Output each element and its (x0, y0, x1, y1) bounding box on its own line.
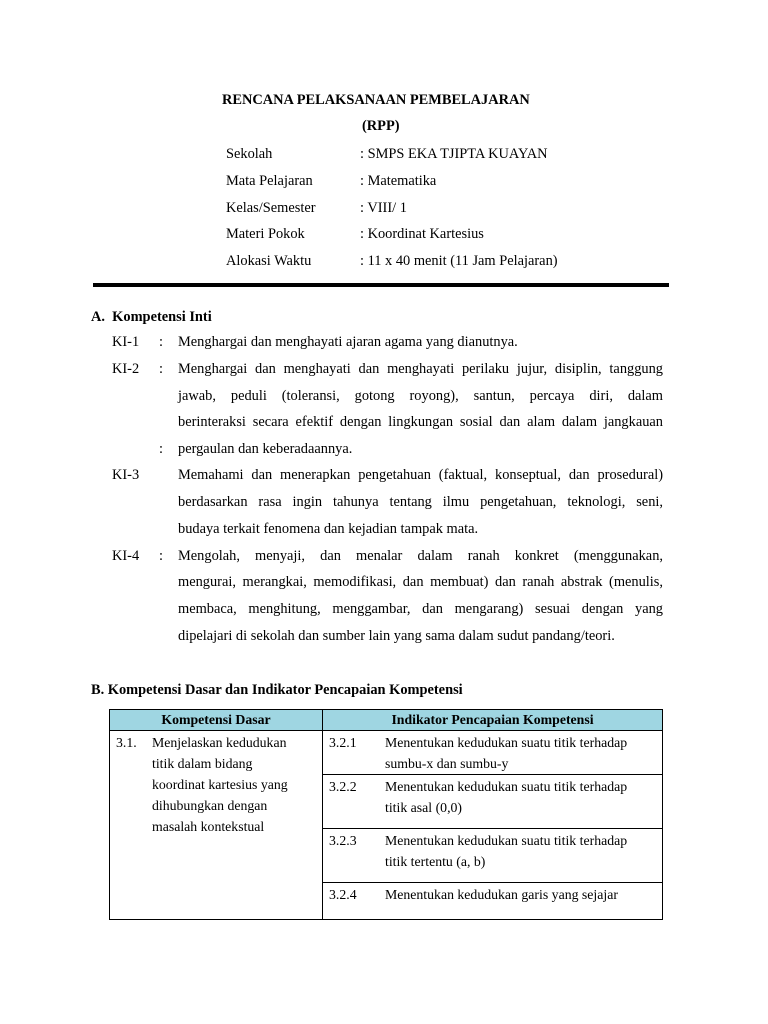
identity-label-alokasi: Alokasi Waktu (226, 253, 312, 269)
indicator-line: titik asal (0,0) (385, 800, 463, 815)
indicator-number: 3.2.2 (329, 779, 357, 794)
ki2-line-3: berinteraksi secara efektif dengan lingkungan sosial dan alam dalam jangkauan (178, 414, 663, 430)
indicator-line: Menentukan kedudukan suatu titik terhadap (385, 779, 628, 794)
indicator-text (385, 776, 662, 818)
identity-label-kelas: Kelas/Semester (226, 200, 316, 216)
ki2-line-4: pergaulan dan keberadaannya. (178, 441, 353, 457)
ki4-code: KI-4 (112, 548, 140, 564)
indicator-cell (323, 775, 663, 829)
indicator-line: Menentukan kedudukan suatu titik terhadap (385, 735, 628, 750)
ki1-colon: : (159, 334, 163, 350)
header-divider (93, 283, 669, 287)
identity-label-sekolah: Sekolah (226, 146, 273, 162)
indicator-cell (323, 883, 663, 920)
ki3-line-3: budaya terkait fenomena dan kejadian tampak mata. (178, 521, 479, 537)
kd-number: 3.1. (116, 735, 137, 750)
section-b-heading: B. Kompetensi Dasar dan Indikator Pencapaian Kompetensi (91, 682, 463, 698)
kd-line: titik dalam bidang (152, 756, 253, 771)
ki1-code: KI-1 (112, 334, 140, 350)
indicator-text (385, 884, 662, 905)
indicator-text (385, 732, 662, 774)
ki3-line-1: Memahami dan menerapkan pengetahuan (faktual, konseptual, dan prosedural) (178, 467, 663, 483)
indicator-line: sumbu-x dan sumbu-y (385, 756, 509, 771)
table-row (110, 731, 663, 775)
ki4-line-2: mengurai, merangkai, memodifikasi, dan membuat) dan ranah abstrak (menulis, (178, 574, 663, 590)
identity-value-mapel: : Matematika (360, 173, 437, 189)
ki2-code: KI-2 (112, 361, 140, 377)
table-header-row (110, 710, 663, 731)
indicator-line: Menentukan kedudukan garis yang sejajar (385, 887, 618, 902)
document-title: RENCANA PELAKSANAAN PEMBELAJARAN (222, 92, 530, 108)
ki1-text: Menghargai dan menghayati ajaran agama yang dianutnya. (178, 334, 518, 350)
indicator-number: 3.2.3 (329, 833, 357, 848)
identity-value-sekolah: : SMPS EKA TJIPTA KUAYAN (360, 146, 548, 162)
indicator-cell (323, 731, 663, 775)
document-subtitle: (RPP) (362, 118, 400, 134)
identity-value-kelas: : VIII/ 1 (360, 200, 407, 216)
identity-label-materi: Materi Pokok (226, 226, 305, 242)
ki2-colon: : (159, 361, 163, 377)
kd-line: Menjelaskan kedudukan (152, 735, 287, 750)
ki2-line-1: Menghargai dan menghayati dan menghayati perilaku jujur, disiplin, tanggung (178, 361, 663, 377)
ki3-code: KI-3 (112, 467, 140, 483)
indicator-text (385, 830, 662, 872)
kd-cell (110, 731, 323, 920)
ki2-colon-2: : (159, 441, 163, 457)
kd-line: masalah kontekstual (152, 819, 265, 834)
ki2-line-2: jawab, peduli (toleransi, gotong royong), santun, percaya diri, dalam (178, 388, 663, 404)
indicator-number: 3.2.4 (329, 887, 357, 902)
ki4-line-1: Mengolah, menyaji, dan menalar dalam ranah konkret (menggunakan, (178, 548, 663, 564)
indicator-line: titik tertentu (a, b) (385, 854, 486, 869)
kd-text (152, 732, 288, 837)
indicator-number: 3.2.1 (329, 735, 357, 750)
kompetensi-table (109, 709, 663, 920)
indicator-column-header: Indikator Pencapaian Kompetensi (323, 710, 663, 731)
indicator-line: Menentukan kedudukan suatu titik terhadap (385, 833, 628, 848)
kd-line: koordinat kartesius yang (152, 777, 288, 792)
ki4-line-3: membaca, menghitung, menggambar, dan mengarang) sesuai dengan yang (178, 601, 663, 617)
indicator-cell (323, 829, 663, 883)
identity-value-materi: : Koordinat Kartesius (360, 226, 484, 242)
kd-line: dihubungkan dengan (152, 798, 268, 813)
ki4-colon: : (159, 548, 163, 564)
identity-value-alokasi: : 11 x 40 menit (11 Jam Pelajaran) (360, 253, 558, 269)
ki3-line-2: berdasarkan rasa ingin tahunya tentang ilmu pengetahuan, teknologi, seni, (178, 494, 663, 510)
section-a-heading: A. Kompetensi Inti (91, 309, 212, 325)
kd-column-header: Kompetensi Dasar (110, 710, 323, 731)
identity-label-mapel: Mata Pelajaran (226, 173, 313, 189)
ki4-line-4: dipelajari di sekolah dan sumber lain yang sama dalam sudut pandang/teori. (178, 628, 615, 644)
